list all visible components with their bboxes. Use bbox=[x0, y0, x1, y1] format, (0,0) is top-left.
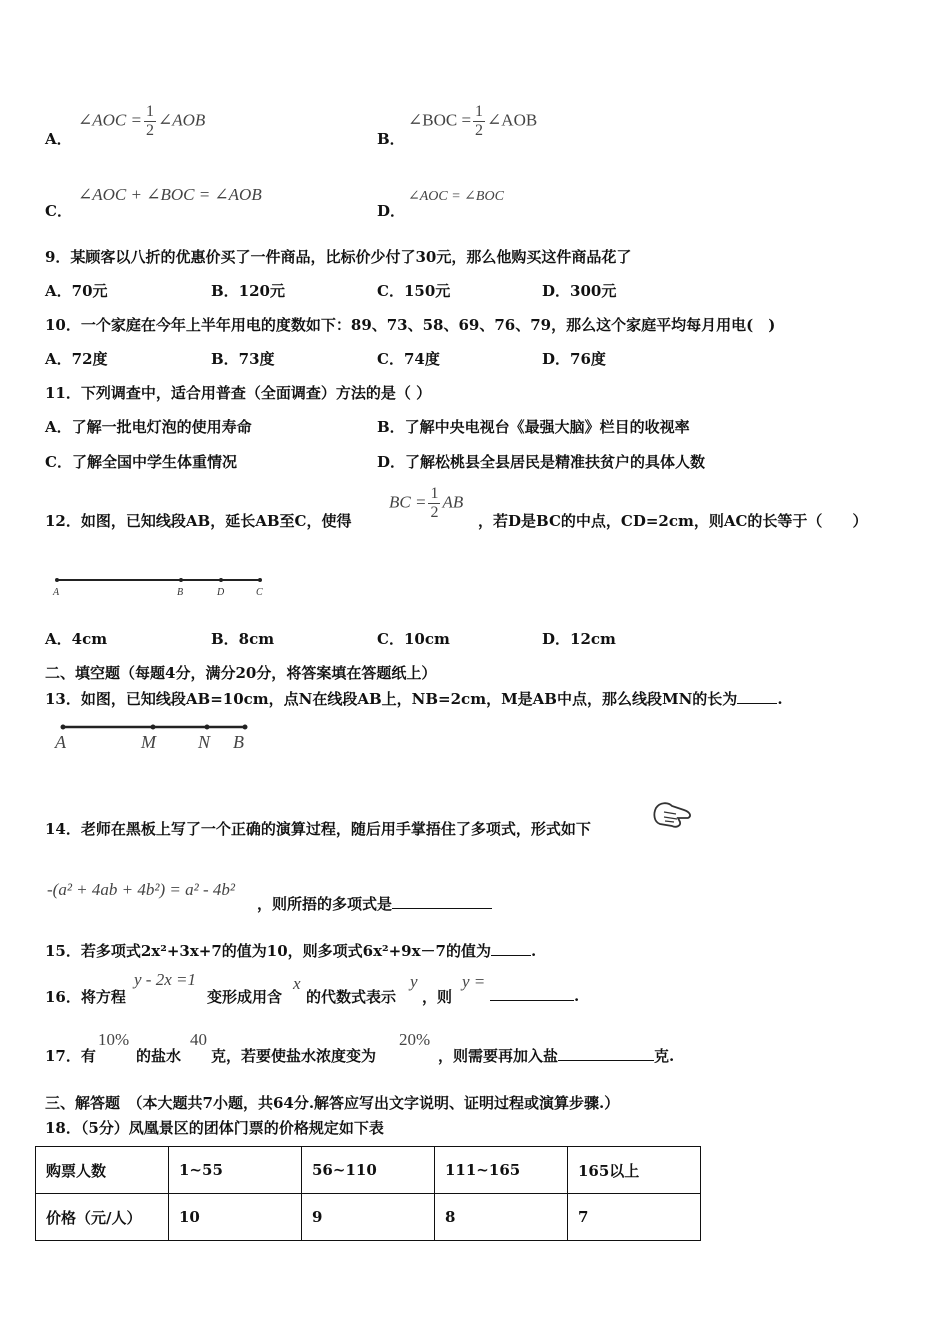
q13-line-segment-figure bbox=[45, 715, 260, 757]
q8-option-a-formula: ∠AOC = $\frac{1}{2}$ ∠AOB bbox=[78, 103, 206, 139]
q14-stem: 14．老师在黑板上写了一个正确的演算过程，随后用手掌捂住了多项式，形式如下 bbox=[45, 820, 591, 838]
q17-answer-blank[interactable] bbox=[558, 1046, 654, 1061]
q9-option-d: D．300元 bbox=[542, 282, 617, 300]
q17-part2: 的盐水 bbox=[136, 1047, 182, 1065]
q12-option-c: C．10cm bbox=[377, 630, 450, 648]
q12-formula: BC = $\frac{1}{2}$ AB bbox=[389, 485, 464, 521]
q10-option-a: A．72度 bbox=[45, 350, 108, 368]
table-cell: 8 bbox=[435, 1194, 568, 1241]
q8-option-c-formula: ∠AOC + ∠BOC = ∠AOB bbox=[78, 185, 262, 204]
table-cell: 9 bbox=[302, 1194, 435, 1241]
q13-point-n bbox=[205, 725, 210, 730]
q8-option-b-label: B． bbox=[377, 130, 405, 148]
q16-y-equals: y = bbox=[462, 972, 486, 991]
q13-point-b bbox=[243, 725, 248, 730]
q16-equation: y - 2x =1 bbox=[134, 970, 196, 989]
table-cell: 1~55 bbox=[169, 1147, 302, 1194]
hand-icon bbox=[650, 800, 695, 832]
q16-part2: 变形成用含 bbox=[207, 988, 283, 1006]
q12-option-d: D．12cm bbox=[542, 630, 616, 648]
q13-stem: 13．如图，已知线段AB=10cm，点N在线段AB上，NB=2cm，M是AB中点，那么线段MN的长为 . bbox=[45, 690, 783, 708]
q11-option-b: B．了解中央电视台《最强大脑》栏目的收视率 bbox=[377, 418, 690, 436]
section-2-heading: 二、填空题（每题4分，满分20分，将答案填在答题纸上） bbox=[45, 664, 437, 682]
q10-stem: 10．一个家庭在今年上半年用电的度数如下：89、73、58、69、76、79，那么这个家庭平均每月用电( ) bbox=[45, 316, 776, 334]
q12-label-c: C bbox=[256, 587, 263, 598]
table-header-cell: 价格（元/人） bbox=[36, 1194, 169, 1241]
q14-equation: -(a² + 4ab + 4b²) = a² - 4b² bbox=[47, 880, 235, 899]
table-cell: 56~110 bbox=[302, 1147, 435, 1194]
q16-part4: ，则 bbox=[422, 988, 453, 1006]
q12-stem-part1: 12．如图，已知线段AB，延长AB至C，使得 bbox=[45, 512, 352, 530]
q16-part3: 的代数式表示 bbox=[306, 988, 397, 1006]
q15-answer-blank[interactable] bbox=[491, 941, 531, 956]
q8-option-d-formula: ∠AOC = ∠BOC bbox=[408, 189, 504, 204]
section-3-heading: 三、解答题 （本大题共7小题，共64分.解答应写出文字说明、证明过程或演算步骤.） bbox=[45, 1094, 620, 1112]
q13-label-n: N bbox=[198, 732, 211, 752]
q13-label-b: B bbox=[233, 732, 244, 752]
q12-label-b: B bbox=[177, 587, 184, 598]
q12-line-segment-figure bbox=[45, 570, 275, 602]
q12-point-a bbox=[55, 578, 59, 582]
q18-stem: 18．（5分）凤凰景区的团体门票的价格规定如下表 bbox=[45, 1119, 384, 1137]
q8-option-c-label: C． bbox=[45, 202, 72, 220]
q17-part1: 17．有 bbox=[45, 1047, 96, 1065]
q14-tail: ，则所捂的多项式是 bbox=[257, 893, 492, 914]
q15-stem: 15．若多项式2x²+3x+7的值为10，则多项式6x²+9x－7的值为 . bbox=[45, 942, 537, 960]
q16-part1: 16．将方程 bbox=[45, 988, 126, 1006]
q9-option-a: A．70元 bbox=[45, 282, 108, 300]
q11-option-a: A．了解一批电灯泡的使用寿命 bbox=[45, 418, 252, 436]
q11-option-c: C．了解全国中学生体重情况 bbox=[45, 453, 237, 471]
table-cell: 7 bbox=[568, 1194, 701, 1241]
q16-answer: . bbox=[490, 986, 579, 1005]
table-row bbox=[36, 1147, 701, 1194]
ticket-price-table bbox=[35, 1146, 701, 1241]
q16-answer-blank[interactable] bbox=[490, 986, 574, 1001]
q10-option-c: C．74度 bbox=[377, 350, 440, 368]
q12-point-d bbox=[219, 578, 223, 582]
q12-label-a: A bbox=[53, 587, 60, 598]
q14-answer-blank[interactable] bbox=[392, 894, 492, 909]
q16-var-x: x bbox=[293, 974, 301, 993]
table-cell: 111~165 bbox=[435, 1147, 568, 1194]
q9-option-c: C．150元 bbox=[377, 282, 451, 300]
q12-option-b: B．8cm bbox=[211, 630, 275, 648]
q13-point-m bbox=[151, 725, 156, 730]
q12-point-c bbox=[258, 578, 262, 582]
q17-value-40: 40 bbox=[190, 1030, 207, 1049]
q12-option-a: A．4cm bbox=[45, 630, 108, 648]
q13-answer-blank[interactable] bbox=[737, 689, 777, 704]
q17-value-20-percent: 20% bbox=[399, 1030, 431, 1049]
q9-stem: 9．某顾客以八折的优惠价买了一件商品，比标价少付了30元，那么他购买这件商品花了 bbox=[45, 248, 632, 266]
q10-option-b: B．73度 bbox=[211, 350, 275, 368]
q10-option-d: D．76度 bbox=[542, 350, 606, 368]
table-cell: 10 bbox=[169, 1194, 302, 1241]
q13-label-m: M bbox=[141, 732, 156, 752]
q13-point-a bbox=[61, 725, 66, 730]
q8-option-a-label: A． bbox=[45, 130, 72, 148]
q11-stem: 11．下列调查中，适合用普查（全面调查）方法的是（ ） bbox=[45, 384, 432, 402]
q17-part3: 克，若要使盐水浓度变为 bbox=[211, 1047, 377, 1065]
table-row bbox=[36, 1194, 701, 1241]
q17-value-10-percent: 10% bbox=[98, 1030, 130, 1049]
q8-option-b-formula: ∠BOC = $\frac{1}{2}$ ∠AOB bbox=[408, 103, 538, 139]
q17-part4: ，则需要再加入盐 克. bbox=[438, 1047, 675, 1065]
q8-option-d-label: D． bbox=[377, 202, 406, 220]
q12-label-d: D bbox=[217, 587, 225, 598]
q12-point-b bbox=[179, 578, 183, 582]
q11-option-d: D．了解松桃县全县居民是精准扶贫户的具体人数 bbox=[377, 453, 706, 471]
q13-label-a: A bbox=[55, 732, 66, 752]
table-header-cell: 购票人数 bbox=[36, 1147, 169, 1194]
table-cell: 165以上 bbox=[568, 1147, 701, 1194]
q12-stem-part2: ，若D是BC的中点，CD=2cm，则AC的长等于（ ） bbox=[478, 512, 868, 530]
q16-var-y: y bbox=[410, 972, 418, 991]
q9-option-b: B．120元 bbox=[211, 282, 285, 300]
